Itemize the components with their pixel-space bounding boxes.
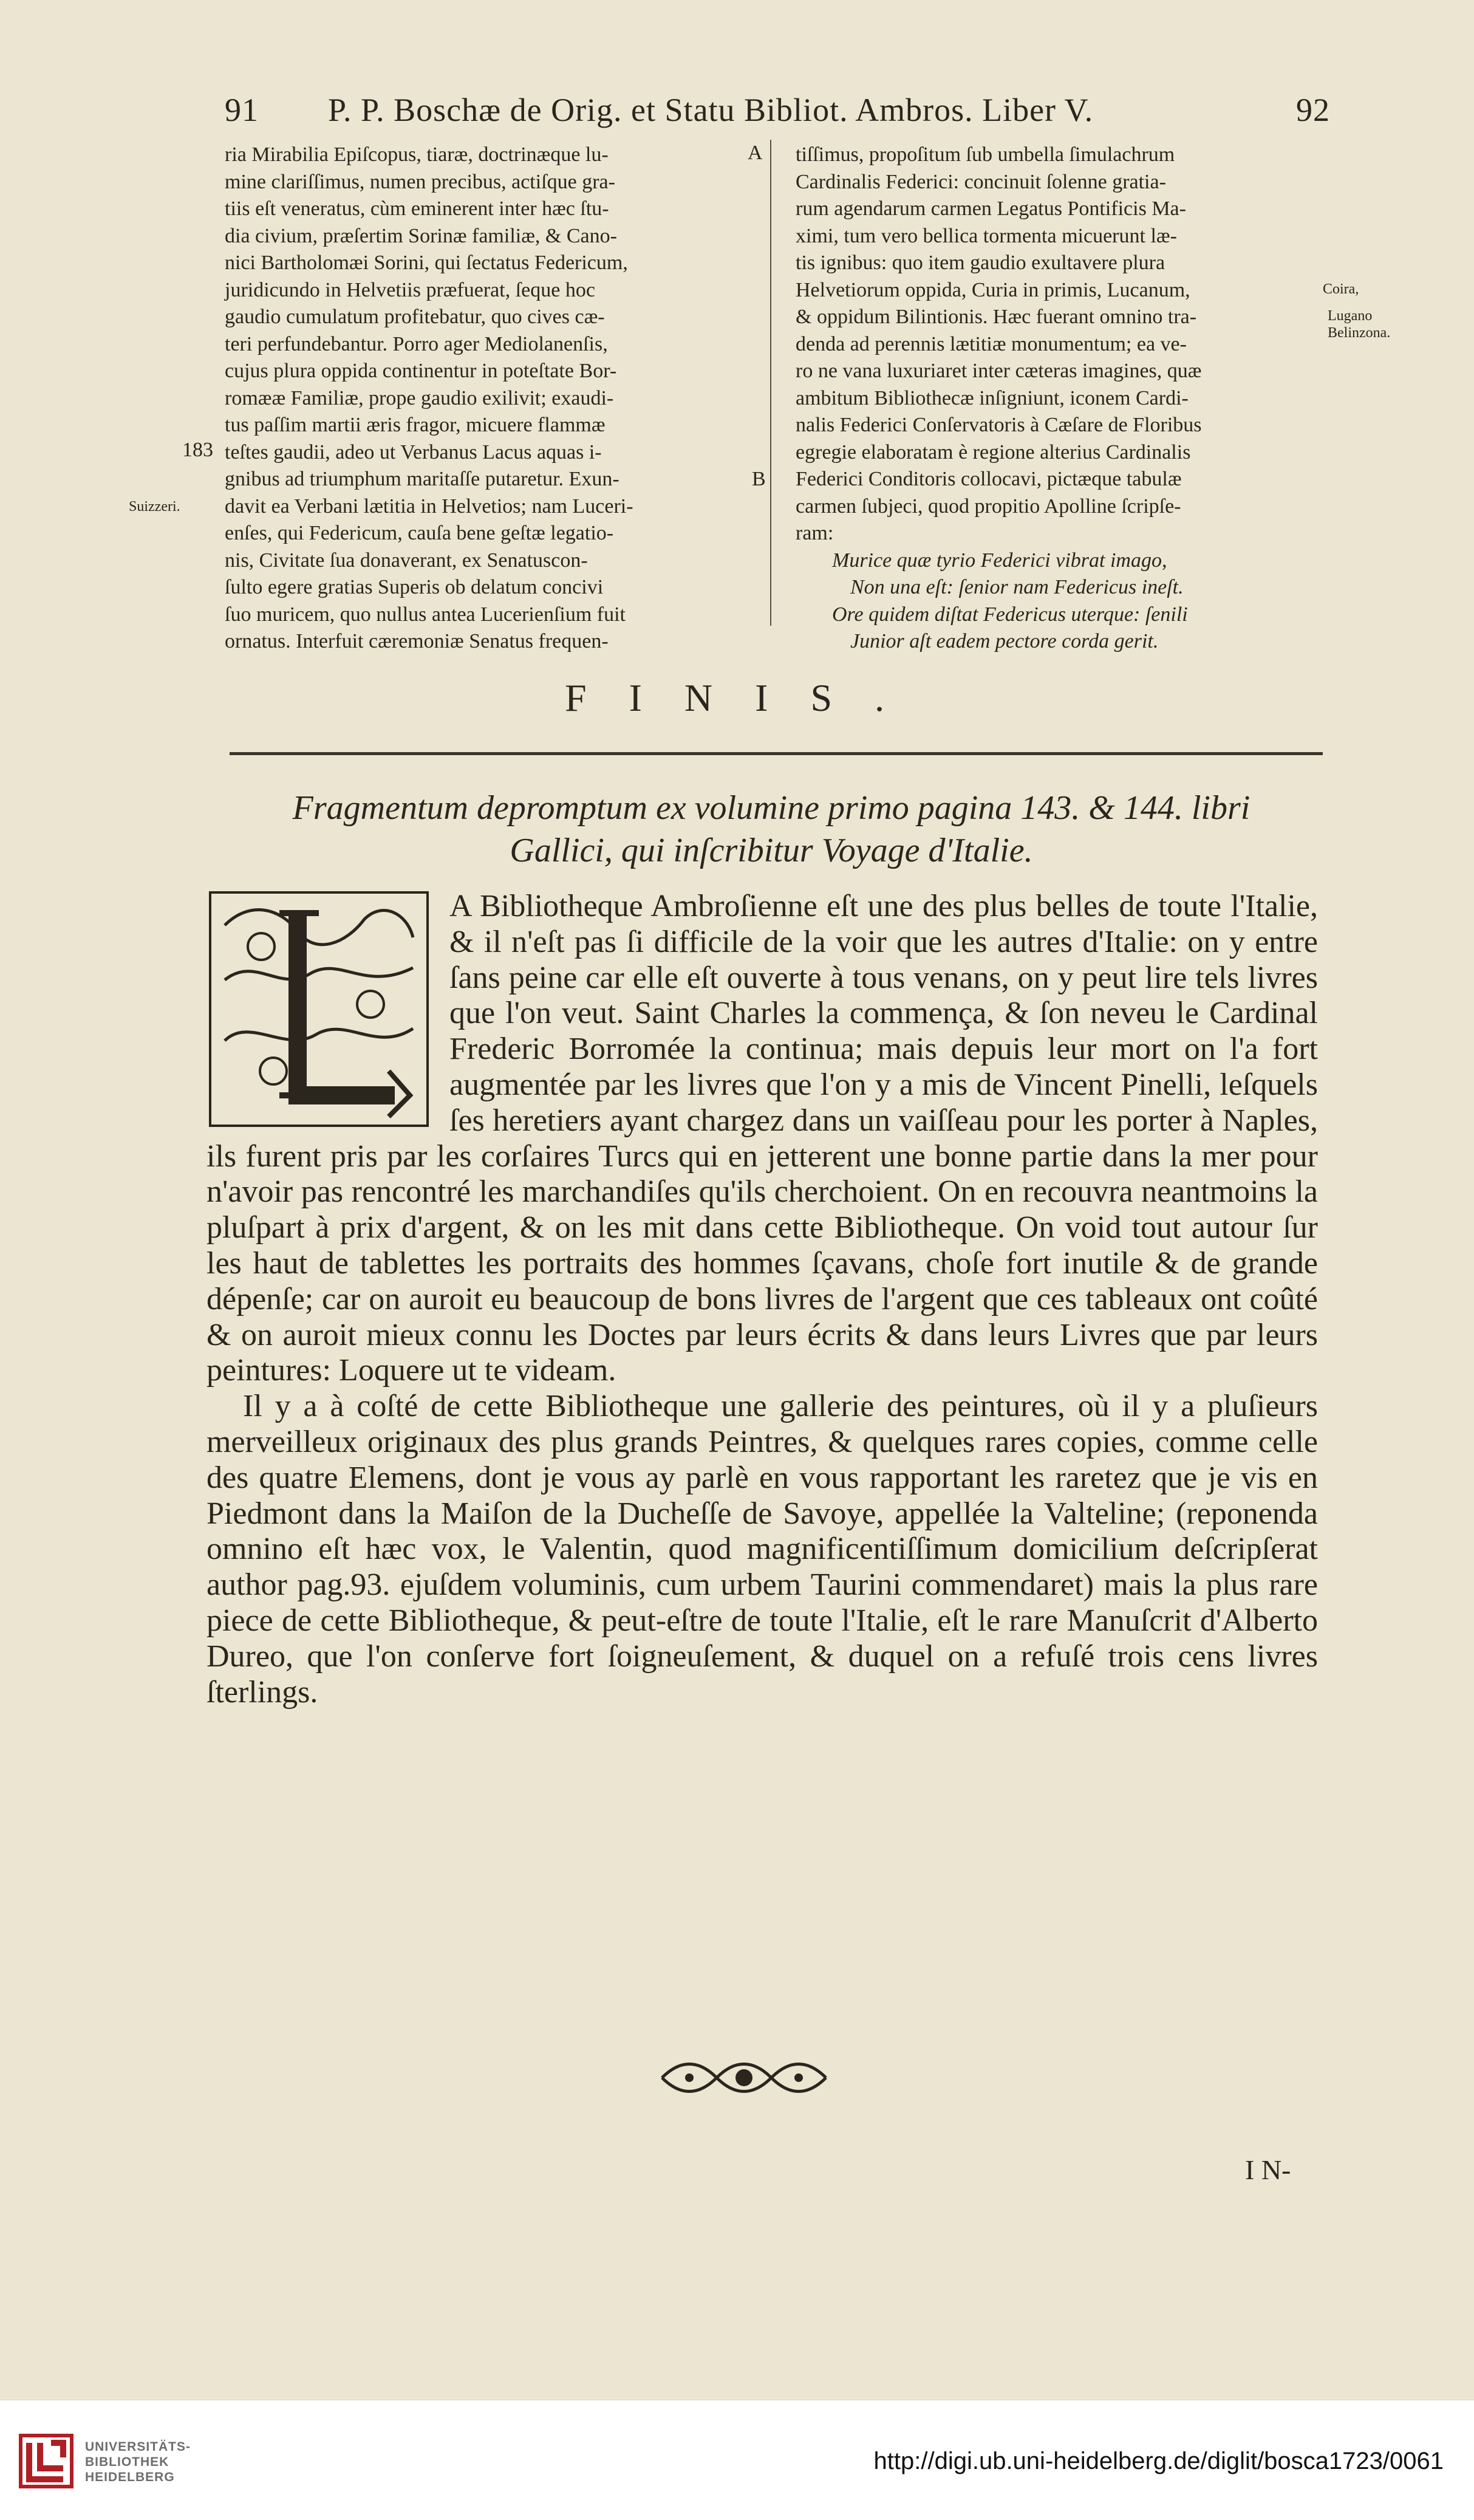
- right-column: [796, 142, 1318, 656]
- footer-bar: [0, 2400, 1474, 2520]
- left-line: nis, Civitate ſua donaverant, ex Senatuscon-: [225, 549, 588, 572]
- left-line: tus paſſim martii æris fragor, micuere flammæ: [225, 414, 606, 436]
- margin-mark-a: A: [748, 142, 763, 164]
- left-line: gnibus ad triumphum maritaſſe putaretur. Exun-: [225, 468, 619, 490]
- margin-note-lugano: Lugano: [1328, 308, 1373, 324]
- finis: FINIS.: [565, 676, 927, 719]
- left-line: teſtes gaudii, adeo ut Verbanus Lacus aquas i-: [225, 440, 602, 464]
- left-line: ria Mirabilia Epiſcopus, tiaræ, doctrinæque lu-: [225, 143, 609, 166]
- left-line: teri perfundebantur. Porro ager Mediolanenſis,: [225, 332, 608, 355]
- column-divider: [770, 140, 771, 626]
- verse-line: Junior aſt eadem pectore corda gerit.: [850, 630, 1159, 652]
- right-line: carmen ſubjeci, quod propitio Apolline ſcripſe-: [796, 495, 1181, 518]
- catchword: I N-: [1245, 2154, 1291, 2185]
- right-line: Cardinalis Federici: concinuit ſolenne gratia-: [796, 170, 1166, 193]
- right-line: nalis Federici Conſervatoris à Cæſare de Floribus: [796, 414, 1202, 436]
- right-line: rum agendarum carmen Legatus Pontificis Ma-: [796, 197, 1186, 220]
- running-title: P. P. Boschæ de Orig. et Statu Bibliot. Ambros. Liber V.: [328, 92, 1094, 128]
- right-line: ro ne vana luxuriaret inter cæteras imagines, quæ: [796, 360, 1202, 382]
- margin-number: 183: [182, 439, 213, 461]
- left-line: ſuo muricem, quo nullus antea Lucerienſium fuit: [225, 603, 626, 626]
- left-line: cujus plura oppida continentur in poteſtate Bor-: [225, 360, 617, 382]
- fragment-title: [200, 787, 1342, 872]
- right-line: tis ignibus: quo item gaudio exultavere plura: [796, 252, 1165, 274]
- paragraph: Il y a à coſté de cette Bibliotheque une gallerie des peintures, où il y a pluſieurs merveilleux originaux des plus grands Peintres, & quelques rares copies, comme celle des quatre Elemens, dont je vous ay parlè en vous rapportant les raretez que je vis en Piedmont dans la Maiſon de la Ducheſſe de Savoye, appellée la Valteline; (reponenda omnino eſt hæc vox, le Valentin, quod magnificentiſſimum domicilium deſcripſerat author pag.93. ejuſdem voluminis, cum urbem Taurini commendaret) mais la plus rare piece de cette Bibliotheque, & peut-eſtre de toute l'Italie, eſt le rare Manuſcrit d'Alberto Dureo, que l'on conſerve fort ſoigneuſement, & duquel on a refuſé trois cens livres ſterlings.: [206, 1389, 1318, 1710]
- main-text: [206, 889, 1318, 1710]
- right-line: ambitum Bibliothecæ inſigniunt, iconem Cardi-: [796, 386, 1189, 409]
- margin-note-belinzona: Belinzona.: [1328, 325, 1391, 341]
- left-line: enſes, qui Federicum, cauſa bene geſtæ legatio-: [225, 522, 614, 544]
- fragment-title-line: Gallici, qui inſcribitur Voyage d'Italie.: [510, 832, 1033, 869]
- library-name-line: UNIVERSITÄTS-: [85, 2440, 191, 2454]
- right-line: ximi, tum vero bellica tormenta micuerunt læ-: [796, 224, 1177, 247]
- left-line: nici Bartholomæi Sorini, qui ſectatus Federicum,: [225, 252, 628, 274]
- left-line: tiis eſt veneratus, cùm eminerent inter hæc ſtu-: [225, 197, 609, 220]
- verse-line: Ore quidem diſtat Federicus uterque: ſenili: [832, 603, 1188, 626]
- left-line: gaudio cumulatum profitebatur, quo cives cæ-: [225, 306, 605, 328]
- horizontal-rule: [230, 752, 1323, 755]
- left-line: juridicundo in Helvetiis præfuerat, ſeque hoc: [225, 278, 595, 301]
- left-line: romææ Familiæ, prope gaudio exilivit; exaudi-: [225, 386, 614, 409]
- right-line: denda ad perennis lætitiæ monumentum; ea ve-: [796, 332, 1187, 355]
- decorated-initial-l-icon: [206, 889, 431, 1129]
- fragment-title-line: Fragmentum depromptum ex volumine primo pagina 143. & 144. libri: [292, 789, 1251, 827]
- right-line: ram:: [796, 522, 834, 544]
- university-logo-icon: [16, 2431, 77, 2491]
- left-line: ornatus. Interfuit cæremoniæ Senatus frequen-: [225, 630, 609, 652]
- right-line: & oppidum Bilintionis. Hæc fuerant omnino tra-: [796, 306, 1197, 328]
- margin-mark-b: B: [752, 468, 766, 490]
- running-header: [225, 91, 1330, 134]
- verse-line: Non una eſt: ſenior nam Federicus ineſt.: [850, 576, 1184, 598]
- verse-line: Murice quæ tyrio Federici vibrat imago,: [832, 549, 1167, 572]
- left-line: davit ea Verbani lætitia in Helvetios; nam Luceri-: [225, 495, 633, 518]
- library-name: [85, 2439, 191, 2485]
- page-number-right: 92: [1296, 92, 1330, 128]
- margin-note-coira: Coira,: [1323, 281, 1359, 297]
- left-line: ſulto egere gratias Superis ob delatum concivi: [225, 576, 604, 598]
- margin-note-suizzeri: Suizzeri.: [129, 499, 180, 515]
- permalink-url[interactable]: http://digi.ub.uni-heidelberg.de/diglit/bosca1723/0061: [873, 2448, 1444, 2474]
- right-line: tiſſimus, propoſitum ſub umbella ſimulachrum: [796, 143, 1175, 166]
- paragraph: A Bibliotheque Ambroſienne eſt une des plus belles de toute l'Italie, & il n'eſt pas ſi difficile de la voir que les autres d'Italie: on y entre ſans peine car elle eſt ouverte à tous venans, on y peut lire tels livres que l'on veut. Saint Charles la commença, & ſon neveu le Cardinal Frederic Borromée la continua; mais depuis leur mort on l'a fort augmentée par les livres que l'on y a mis de Vincent Pinelli, leſquels ſes heretiers ayant chargez dans un vaiſſeau pour les porter à Naples, ils furent pris par les corſaires Turcs qui en jetterent une bonne partie dans la mer pour n'avoir pas rencontré les marchandiſes qu'ils cherchoient. On en recouvra neantmoins la pluſpart à prix d'argent, & on les mit dans cette Bibliotheque. On void tout autour ſur les haut de tablettes les portraits des hommes ſçavans, choſe fort inutile & de grande dépenſe; car on auroit eu beaucoup de bons livres de l'argent que ces tableaux ont coûté & on auroit mieux connu les Doctes par leurs écrits & dans leurs Livres que par leurs peintures: Loquere ut te videam.: [206, 889, 1318, 1388]
- right-line: egregie elaboratam è regione alterius Cardinalis: [796, 440, 1191, 464]
- left-line: dia civium, præſertim Sorinæ familiæ, & Cano-: [225, 224, 617, 247]
- left-column: [225, 142, 735, 656]
- right-line: Helvetiorum oppida, Curia in primis, Lucanum,: [796, 278, 1190, 301]
- library-name-line: BIBLIOTHEK: [85, 2455, 169, 2469]
- left-line: mine clariſſimus, numen precibus, actiſque gra-: [225, 170, 615, 193]
- library-name-line: HEIDELBERG: [85, 2470, 175, 2484]
- verse: [796, 547, 1318, 656]
- page-number-left: 91: [225, 92, 259, 128]
- ornament-icon: [656, 2053, 832, 2102]
- right-line: Federici Conditoris collocavi, pictæque tabulæ: [796, 468, 1182, 490]
